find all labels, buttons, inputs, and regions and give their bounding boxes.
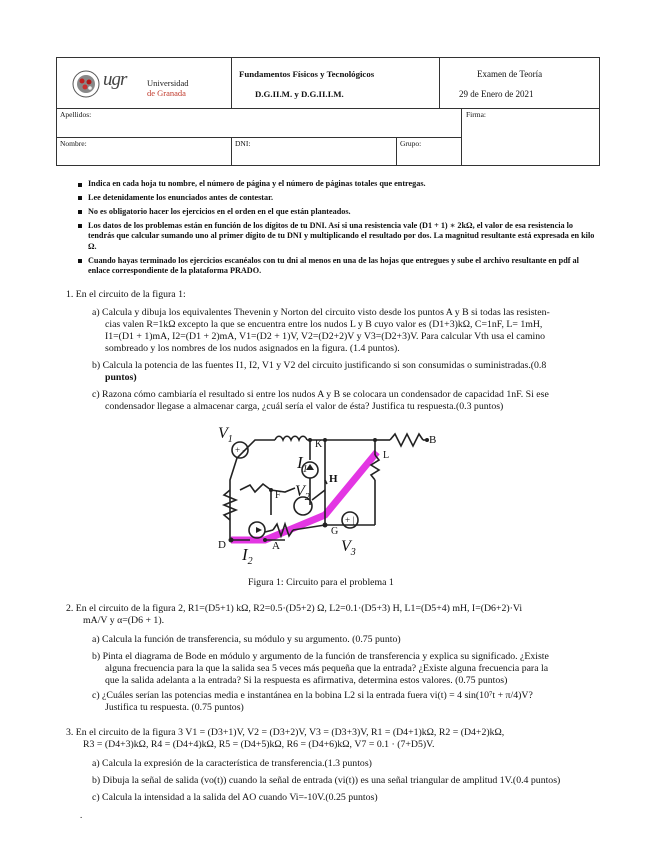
question-3b: b) Dibuja la señal de salida (vo(t)) cuando la señal de entrada (vi(t)) es una señal triangular de amplitud 1V.(0.4 puntos) [92,775,561,786]
exam-title: Examen de Teoría [477,69,543,79]
university-name-line2: de Granada [147,88,186,98]
instruction-item: No es obligatorio hacer los ejercicios en el orden en el que están planteados. [78,207,598,218]
university-name-line1: Universidad [147,78,189,88]
question-1b-line: puntos) [105,372,137,383]
question-1c-line: condensador llegase a almacenar carga, ¿cuál sería el valor de ésta? Justifica tu respuesta.(0.3 puntos) [105,401,504,412]
label-G: G [331,526,339,537]
label-I2: $I_2$ [242,545,253,567]
question-2b-line: b) Pinta el diagrama de Bode en módulo y argumento de la función de transferencia y explica su significado. ¿Existe [92,651,549,662]
field-surname-label: Apellidos: [60,110,92,119]
question-1b [92,360,602,384]
question-3-intro-line: R3 = (D4+3)kΩ, R4 = (D4+4)kΩ, R5 = (D4+5)kΩ, R6 = (D4+6)kΩ, V7 = 0.1 · (7+D5)V. [83,739,435,750]
field-name-label: Nombre: [60,139,87,148]
label-V2: $V_2$ [295,483,310,503]
label-V3: $V_3$ [341,538,356,558]
question-1c-line: c) Razona cómo cambiaría el resultado si entre los nudos A y B se colocara un condensador de capacidad 1nF. Si ese [92,389,549,400]
question-3a: a) Calcula la expresión de la característica de transferencia.(1.3 puntos) [92,758,372,769]
university-logo [69,69,103,99]
question-2-intro-line: 2. En el circuito de la figura 2, R1=(D5+1) kΩ, R2=0.5·(D5+2) Ω, L2=0.1·(D5+3) H, L1=(D5+4) mH, I=(D6+2)·Vi [66,603,523,614]
question-1-intro: 1. En el circuito de la figura 1: [66,289,186,300]
question-2c [92,690,602,714]
degree-name: D.G.II.M. y D.G.II.I.M. [255,89,344,99]
question-1b-line: b) Calcula la potencia de las fuentes I1, I2, V1 y V2 del circuito justificando si son consumidas o suministradas.(0.8 [92,360,547,371]
question-1a-line: I1=(D1 + 1)mA, I2=(D1 + 2)mA, V1=(D2 + 1)V, V2=(D2+2)V y V3=(D2+3)V. Para calcular Vth usa el camino [105,331,546,342]
exam-header [56,57,600,166]
question-1a-line: sombreado y los nombres de los nudos asignados en la figura. (1.4 puntos). [105,343,400,354]
question-3c: c) Calcula la intensidad a la salida del AO cuando Vi=-10V.(0.25 puntos) [92,792,378,803]
exam-date: 29 de Enero de 2021 [459,89,534,99]
footer-mark: . [80,810,83,820]
course-title: Fundamentos Físicos y Tecnológicos [239,69,375,79]
question-2b-line: alguna frecuencia para la que la salida sea 5 veces más pequeña que la entrada? ¿Existe alguna frecuencia para la [105,663,549,674]
instructions-list [78,179,598,280]
question-2-intro-line: mA/V y α=(D6 + 1). [83,615,165,626]
question-1c [92,389,602,413]
label-D: D [218,539,226,551]
question-1a [92,307,602,355]
label-H: H [329,473,338,485]
question-2b [92,651,602,687]
instruction-item: Los datos de los problemas están en función de los dígitos de tu DNI. Así si una resistencia vale (D1 + 1) ∗ 2kΩ, el valor de esa resistencia lo tendrás que calcular sumando uno al primer dígito de tu DNI y multiplicando el resultado por dos. La magnitud resultante está expresada en kilo Ω. [78,221,598,253]
question-1a-line: cias valen R=1kΩ excepto la que se encuentra entre los nudos L y B cuyo valor es (D1+3)kΩ, C=1nF, L= 1mH, [105,319,543,330]
instruction-item: Cuando hayas terminado los ejercicios escanéalos con tu dni al menos en una de las hojas que entregues y sube el archivo resultante en pdf al enlace correspondiente de la plataforma PRADO. [78,256,598,277]
question-3-intro [66,727,601,751]
question-3-intro-line: 3. En el circuito de la figura 3 V1 = (D3+1)V, V2 = (D3+2)V, V3 = (D3+3)V, R1 = (D4+1)kΩ, R2 = (D4+2)kΩ, [66,727,505,738]
svg-text:+ |: + | [345,515,355,525]
label-A: A [272,540,280,552]
label-V1: $V_1$ [218,425,233,445]
figure-1-caption: Figura 1: Circuito para el problema 1 [248,577,394,588]
logo-text: ugr [103,69,127,90]
field-signature-label: Firma: [466,110,486,119]
question-2a: a) Calcula la función de transferencia, su módulo y su argumento. (0.75 punto) [92,634,401,645]
instruction-item: Lee detenidamente los enunciados antes de contestar. [78,193,598,204]
question-1a-line: a) Calcula y dibuja los equivalentes Thevenin y Norton del circuito visto desde los puntos A y B si todas las resisten- [92,307,550,318]
question-2c-line: c) ¿Cuáles serían las potencias media e instantánea en la bobina L2 si la entrada fuera vi(t) = 4 sin(10⁷t + π/4)V? [92,690,533,701]
label-B: B [429,434,437,446]
label-K: K [315,439,323,450]
question-2-intro [66,603,601,627]
question-2b-line: que la salida adelanta a la entrada? Si la respuesta es afirmativa, determina estos valores. (0.75 puntos) [105,675,508,686]
circuit-figure-1 [215,420,445,570]
label-L: L [383,450,390,461]
label-I1: $I_1$ [297,453,308,475]
field-dni-label: DNI: [235,139,251,148]
instruction-item: Indica en cada hoja tu nombre, el número de página y el número de páginas totales que entregas. [78,179,598,190]
question-2c-line: Justifica tu respuesta. (0.75 puntos) [105,702,244,713]
field-group-label: Grupo: [400,139,422,148]
label-F: F [275,490,281,501]
svg-text:+ -: + - [235,445,246,455]
